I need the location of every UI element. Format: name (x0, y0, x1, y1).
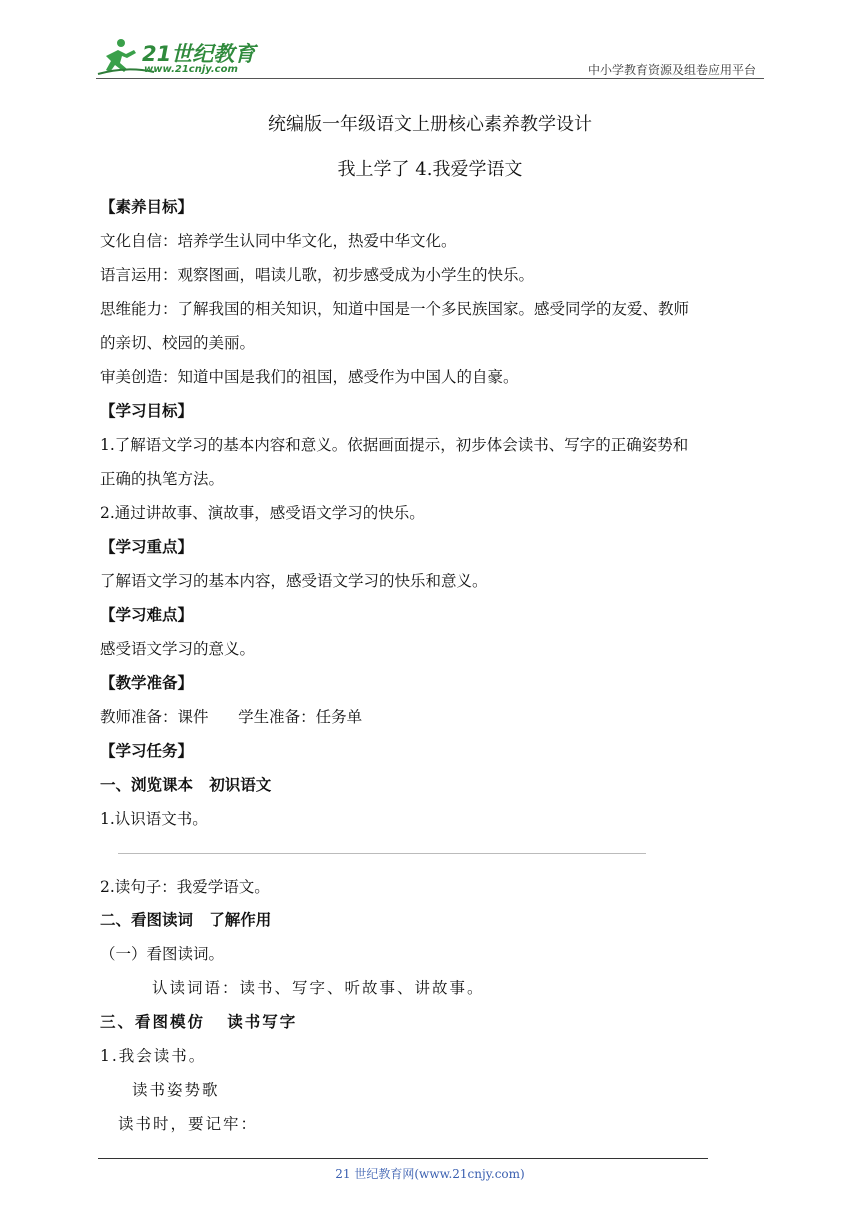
section-heading: 【素养目标】 (100, 198, 194, 216)
paragraph-line: 1.了解语文学习的基本内容和意义。依据画面提示，初步体会读书、写字的正确姿势和 (100, 436, 689, 454)
task-heading: 一、浏览课本 初识语文 (100, 776, 272, 794)
logo-text: 21世纪教育 (142, 42, 256, 66)
paragraph-line: 2.读句子：我爱学语文。 (100, 878, 270, 896)
paragraph-line: 2.通过讲故事、演故事，感受语文学习的快乐。 (100, 504, 425, 522)
paragraph-line: 正确的执笔方法。 (100, 470, 225, 488)
section-heading: 【学习难点】 (100, 606, 194, 624)
paragraph-line: 了解语文学习的基本内容，感受语文学习的快乐和意义。 (100, 572, 488, 590)
paragraph-line: 1.认识语文书。 (100, 810, 208, 828)
paragraph-line: 思维能力：了解我国的相关知识，知道中国是一个多民族国家。感受同学的友爱、教师 (100, 300, 690, 318)
site-logo (96, 36, 256, 78)
paragraph-line: 文化自信：培养学生认同中华文化，热爱中华文化。 (100, 232, 457, 250)
paragraph-line: 的亲切、校园的美丽。 (100, 334, 256, 352)
separator-line (118, 853, 646, 854)
section-heading: 【学习重点】 (100, 538, 194, 556)
poem-line: 读书时，要记牢： (118, 1115, 259, 1133)
document-title: 统编版一年级语文上册核心素养教学设计 (268, 114, 592, 135)
paragraph-line: （一）看图读词。 (100, 945, 225, 963)
section-heading: 【教学准备】 (100, 674, 194, 692)
paragraph-line: 语言运用：观察图画，唱读儿歌，初步感受成为小学生的快乐。 (100, 266, 535, 284)
logo-url: www.21cnjy.com (144, 64, 238, 75)
header-platform-text: 中小学教育资源及组卷应用平台 (587, 63, 756, 77)
poem-title: 读书姿势歌 (132, 1081, 220, 1099)
footer-divider (98, 1158, 708, 1159)
footer-text: 21 世纪教育网(www.21cnjy.com) (335, 1167, 525, 1181)
section-heading: 【学习任务】 (100, 742, 194, 760)
paragraph-line: 认读词语：读书、写字、听故事、讲故事。 (152, 979, 485, 997)
paragraph-line: 审美创造：知道中国是我们的祖国，感受作为中国人的自豪。 (100, 368, 519, 386)
task-heading: 二、看图读词 了解作用 (100, 911, 272, 929)
task-heading: 三、看图模仿 读书写字 (100, 1013, 298, 1031)
paragraph-line: 感受语文学习的意义。 (100, 640, 256, 658)
section-heading: 【学习目标】 (100, 402, 194, 420)
header-divider (96, 78, 764, 79)
lesson-subtitle: 我上学了 4.我爱学语文 (337, 159, 523, 180)
paragraph-line: 教师准备：课件 学生准备：任务单 (100, 708, 363, 726)
paragraph-line: 1.我会读书。 (100, 1047, 207, 1065)
